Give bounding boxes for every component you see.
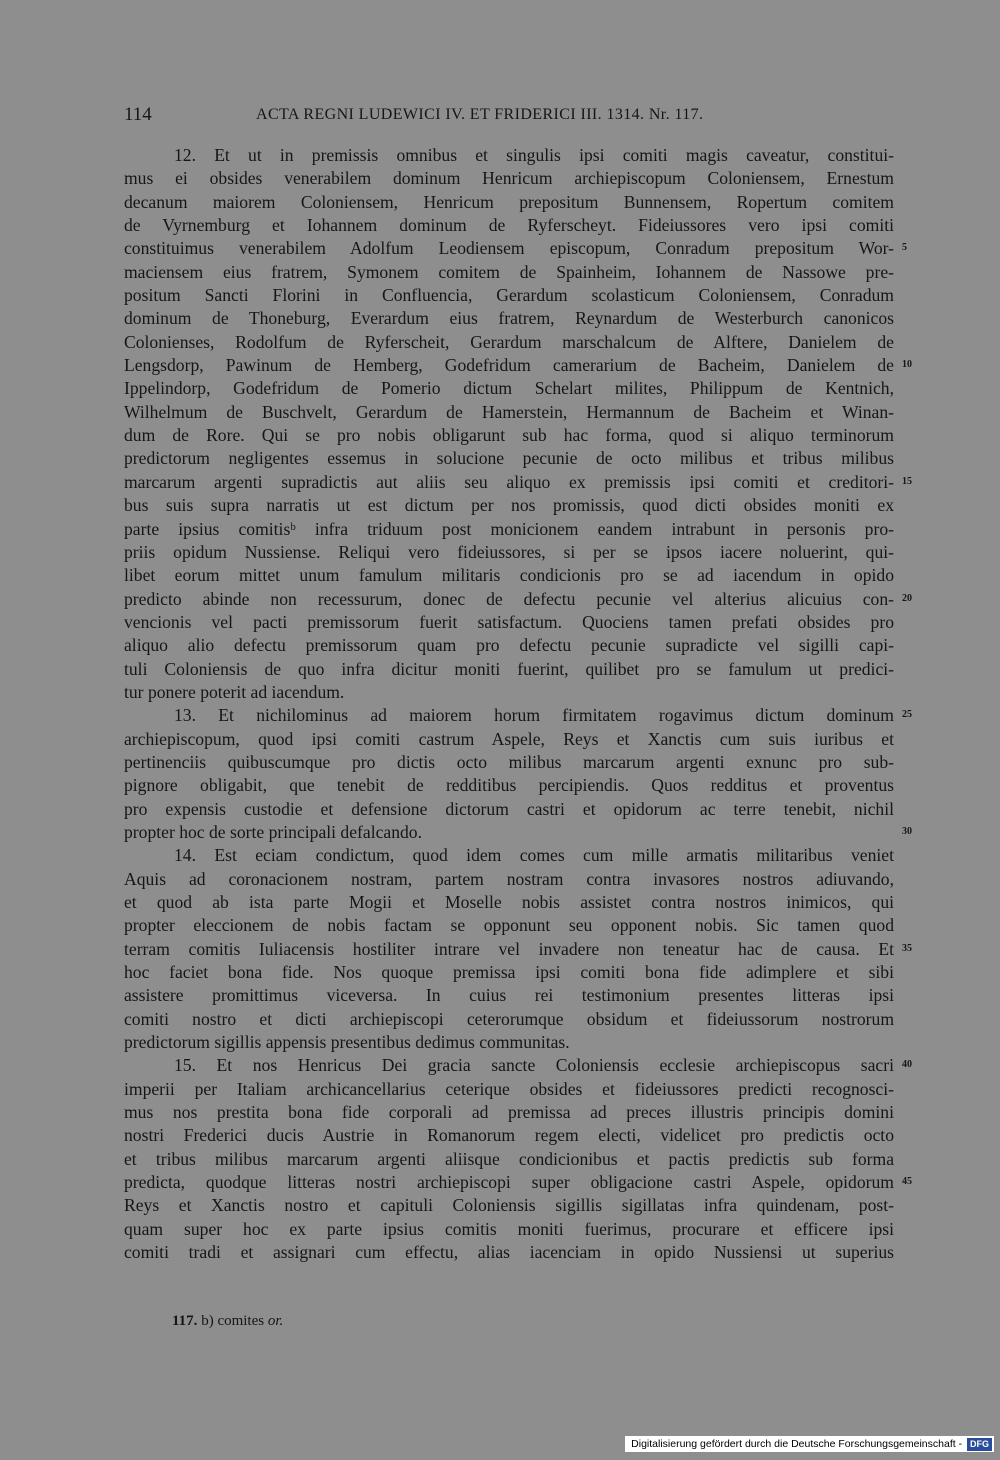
text-line <box>124 541 894 564</box>
margin-line-number: 20 <box>902 592 912 604</box>
line-text: imperii per Italiam archicancellarius ceterique obsides et fideiussores predicti recognosci- <box>124 1078 894 1099</box>
text-line <box>124 1008 894 1031</box>
line-text: 12. Et ut in premissis omnibus et singulis ipsi comiti magis caveatur, constitui- <box>174 145 894 165</box>
footnote-text: comites <box>217 1313 265 1329</box>
line-text: predicta, quodque litteras nostri archiepiscopi super obligacione castri Aspele, opidorum <box>124 1172 894 1193</box>
footnote <box>172 1313 283 1330</box>
line-text: Colonienses, Rodolfum de Ryferscheit, Gerardum marschalcum de Alftere, Danielem de <box>124 331 894 352</box>
text-line <box>124 167 894 190</box>
line-text: priis opidum Nussiense. Reliqui vero fideiussores, si per se ipsos iacere noluerint, qui- <box>124 541 894 562</box>
text-line <box>124 984 894 1007</box>
line-text: mus nos prestita bona fide corporali ad premissa ad preces illustris principis domini <box>124 1102 894 1123</box>
text-line <box>124 424 894 447</box>
text-line <box>124 237 907 260</box>
line-text: libet eorum mittet unum famulum militaris condicionis pro se ad iacendum in opido <box>124 565 894 586</box>
line-text: pertinenciis quibuscumque pro dictis octo milibus marcarum argenti exnunc pro sub- <box>124 751 894 772</box>
line-text: dum de Rore. Qui se pro nobis obligarunt sub hac forma, quod si aliquo terminorum <box>124 425 894 446</box>
text-line <box>124 611 894 634</box>
line-text: pignore obligabit, que tenebit de redditibus percipiendis. Quos redditus et proventus <box>124 775 894 796</box>
line-text: et quod ab ista parte Mogii et Moselle nobis assistet contra nostros inimicos, qui <box>124 892 894 912</box>
text-line <box>124 751 894 774</box>
line-text: Lengsdorp, Pawinum de Hemberg, Godefridum camerarium de Bacheim, Danielem de <box>124 355 894 376</box>
line-text: Reys et Xanctis nostro et capituli Coloniensis sigillis sigillatas infra quindenam, post- <box>124 1195 894 1216</box>
text-line <box>124 518 894 541</box>
dfg-banner-text: Digitalisierung gefördert durch die Deutsche Forschungsgemeinschaft - <box>631 1438 963 1450</box>
text-line <box>124 377 894 400</box>
margin-line-number: 10 <box>902 359 912 371</box>
running-title: ACTA REGNI LUDEWICI IV. ET FRIDERICI III. 1314. Nr. 117. <box>256 106 704 123</box>
line-text: de Vyrnemburg et Iohannem dominum de Ryferscheyt. Fideiussores vero ipsi comiti <box>124 215 894 236</box>
line-text: parte ipsius comitisᵇ infra triduum post monicionem eandem intrabunt in personis pro- <box>124 518 894 539</box>
text-line <box>124 1194 894 1217</box>
line-text: tur ponere poterit ad iacendum. <box>124 681 345 702</box>
line-text: maciensem eius fratrem, Symonem comitem de Spainheim, Iohannem de Nassowe pre- <box>124 261 894 282</box>
line-text: aliquo alio defectu premissorum quam pro defectu pecunie supradicte vel sigilli capi- <box>124 635 894 656</box>
line-text: bus suis supra narratis ut est dictum per nos promissis, quod dicti obsides moniti ex <box>124 495 894 516</box>
line-text: comiti tradi et assignari cum effectu, alias iacenciam in opido Nussiensi ut superius <box>124 1242 894 1263</box>
text-line <box>124 1241 894 1264</box>
line-text: tuli Coloniensis de quo infra dicitur moniti fuerint, quilibet pro se famulum ut predici- <box>124 658 894 679</box>
line-text: Wilhelmum de Buschvelt, Gerardum de Hamerstein, Hermannum de Bacheim et Winan- <box>124 401 894 422</box>
margin-line-number: 5 <box>902 242 907 254</box>
line-text: propter hoc de sorte principali defalcando. <box>124 821 422 842</box>
line-text: dominum de Thoneburg, Everardum eius fratrem, Reynardum de Westerburch canonicos <box>124 308 894 329</box>
text-line <box>124 471 912 494</box>
text-line <box>124 494 894 517</box>
line-text: archiepiscopum, quod ipsi comiti castrum Aspele, Reys et Xanctis cum suis iuribus et <box>124 728 894 749</box>
text-line <box>124 214 894 237</box>
margin-line-number: 35 <box>902 942 912 954</box>
text-line <box>124 704 912 727</box>
text-line <box>124 1101 894 1124</box>
line-text: vencionis vel pacti premissorum fuerit satisfactum. Quociens tamen prefati obsides pro <box>124 611 894 632</box>
text-line <box>124 961 894 984</box>
text-line <box>124 307 894 330</box>
text-line <box>124 191 894 214</box>
text-line <box>124 588 912 611</box>
margin-line-number: 40 <box>902 1059 912 1071</box>
text-line <box>124 658 894 681</box>
text-line <box>124 634 894 657</box>
text-line <box>124 261 894 284</box>
text-line <box>124 331 894 354</box>
line-text: 14. Est eciam condictum, quod idem comes cum mille armatis militaribus veniet <box>174 845 894 866</box>
line-text: Aquis ad coronacionem nostram, partem nostram contra invasores nostros adiuvando, <box>124 868 894 889</box>
footnote-note: or. <box>267 1313 284 1329</box>
footnote-marker: b) <box>201 1313 214 1329</box>
text-line <box>124 1054 912 1077</box>
text-line <box>124 728 894 751</box>
margin-line-number: 15 <box>902 475 912 487</box>
line-text: assistere promittimus viceversa. In cuius rei testimonium presentes litteras ipsi <box>124 985 894 1006</box>
line-text: predicto abinde non recessurum, donec de defectu pecunie vel alterius alicuius con- <box>124 588 894 609</box>
dfg-funding-banner <box>625 1436 994 1452</box>
line-text: et tribus milibus marcarum argenti aliisque condicionibus et pactis predictis sub forma <box>124 1148 894 1169</box>
text-line <box>124 144 894 167</box>
dfg-logo: DFG <box>967 1438 992 1451</box>
text-line <box>124 1078 894 1101</box>
line-text: positum Sancti Florini in Confluencia, Gerardum scolasticum Coloniensem, Conradum <box>124 285 894 306</box>
line-text: propter eleccionem de nobis factam se opponunt seu opponent nobis. Sic tamen quod <box>124 915 894 936</box>
document-body <box>124 144 912 1265</box>
line-text: pro expensis custodie et defensione dictorum castri et opidorum ac terre tenebit, nichil <box>124 798 894 819</box>
footnote-number: 117. <box>172 1313 198 1329</box>
page-number: 114 <box>124 104 152 125</box>
line-text: decanum maiorem Coloniensem, Henricum prepositum Bunnensem, Ropertum comitem <box>124 191 894 212</box>
margin-line-number: 45 <box>902 1176 912 1188</box>
text-line <box>124 564 894 587</box>
text-line <box>124 401 894 424</box>
text-line <box>124 821 912 844</box>
text-line <box>124 798 894 821</box>
line-text: predictorum sigillis appensis presentibus dedimus communitas. <box>124 1032 570 1053</box>
text-line <box>124 1124 894 1147</box>
line-text: mus ei obsides venerabilem dominum Henricum archiepiscopum Coloniensem, Ernestum <box>124 168 894 189</box>
line-text: hoc faciet bona fide. Nos quoque premissa ipsi comiti bona fide adimplere et sibi <box>124 962 894 983</box>
text-line <box>124 354 912 377</box>
text-line <box>124 1218 894 1241</box>
line-text: 15. Et nos Henricus Dei gracia sancte Coloniensis ecclesie archiepiscopus sacri <box>174 1055 894 1076</box>
text-line <box>124 284 894 307</box>
line-text: quam super hoc ex parte ipsius comitis moniti fuerimus, procurare et efficere ipsi <box>124 1218 894 1239</box>
text-line <box>124 681 894 704</box>
text-line <box>124 1148 894 1171</box>
line-text: nostri Frederici ducis Austrie in Romanorum regem electi, videlicet pro predictis octo <box>124 1125 894 1146</box>
margin-line-number: 25 <box>902 709 912 721</box>
text-line <box>124 1171 912 1194</box>
line-text: marcarum argenti supradictis aut aliis seu aliquo ex premissis ipsi comiti et creditori- <box>124 471 894 492</box>
line-text: predictorum negligentes essemus in solucione pecunie de octo milibus et tribus milibus <box>124 448 894 469</box>
line-text: terram comitis Iuliacensis hostiliter intrare vel invadere non teneatur hac de causa. Et <box>124 938 894 959</box>
line-text: comiti nostro et dicti archiepiscopi ceterorumque obsidum et fideiussorum nostrorum <box>124 1008 894 1029</box>
text-line <box>124 938 912 961</box>
text-line <box>124 1031 894 1054</box>
text-line <box>124 914 894 937</box>
line-text: 13. Et nichilominus ad maiorem horum firmitatem rogavimus dictum dominum <box>174 705 894 726</box>
text-line <box>124 844 894 867</box>
margin-line-number: 30 <box>902 825 912 837</box>
line-text: Ippelindorp, Godefridum de Pomerio dictum Schelart milites, Philippum de Kentnich, <box>124 378 894 399</box>
text-line <box>124 868 894 891</box>
line-text: constituimus venerabilem Adolfum Leodiensem episcopum, Conradum prepositum Wor- <box>124 238 894 259</box>
text-line <box>124 774 894 797</box>
text-line <box>124 891 894 914</box>
page-header <box>124 104 894 128</box>
text-line <box>124 447 894 470</box>
